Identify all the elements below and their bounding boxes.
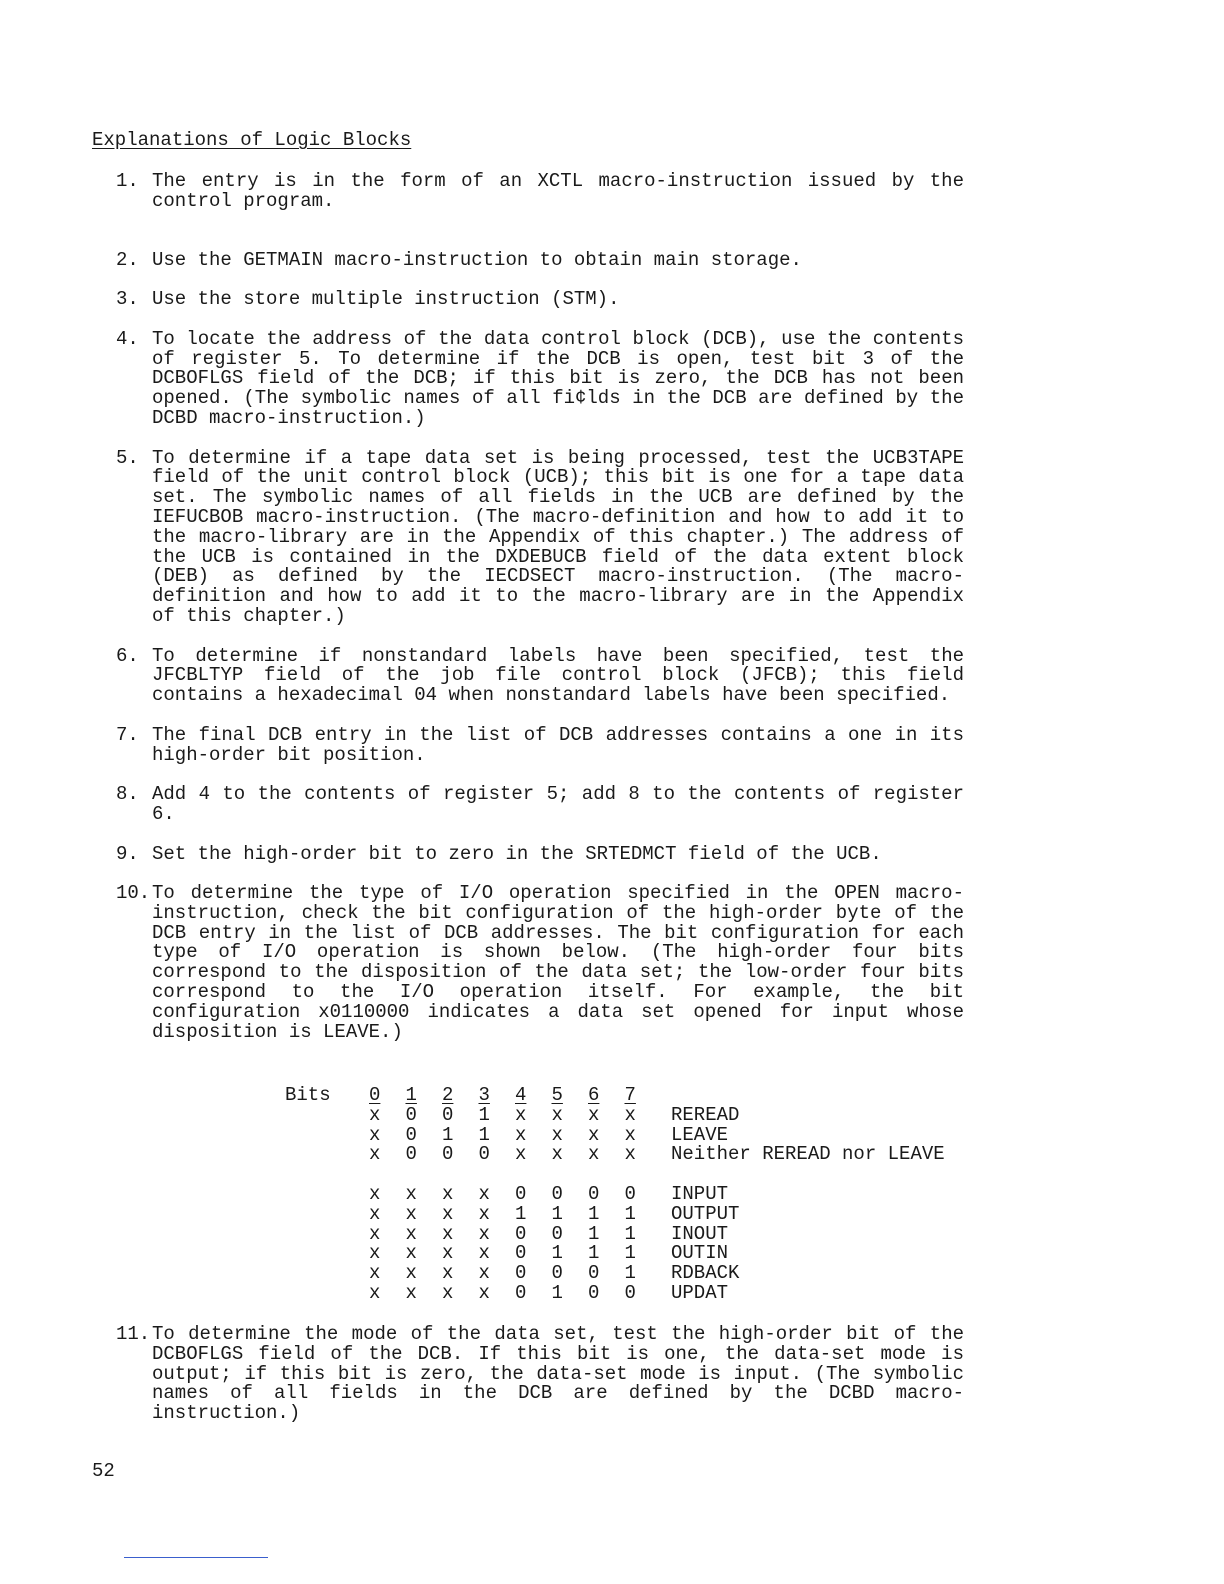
list-item bbox=[92, 842, 972, 865]
bit-column-number: 3 bbox=[478, 1084, 490, 1106]
bit-column-header bbox=[479, 1086, 516, 1106]
bit-value: x bbox=[478, 1262, 490, 1285]
bit-value: x bbox=[624, 1123, 636, 1146]
bit-value: x bbox=[478, 1281, 490, 1304]
table-row bbox=[285, 1264, 945, 1284]
row-description: Neither REREAD nor LEAVE bbox=[671, 1143, 945, 1166]
bit-value: 0 bbox=[515, 1182, 527, 1205]
bit-value: 0 bbox=[551, 1262, 563, 1285]
item-text: The entry is in the form of an XCTL macro-instruction issued by the control program. bbox=[152, 170, 964, 212]
row-description: LEAVE bbox=[671, 1123, 729, 1146]
bit-value: x bbox=[551, 1103, 563, 1126]
bit-value: 0 bbox=[588, 1262, 600, 1285]
bit-value: x bbox=[515, 1143, 527, 1166]
bit-value: x bbox=[515, 1103, 527, 1126]
bit-column-number: 5 bbox=[551, 1084, 563, 1106]
bit-value: 0 bbox=[515, 1281, 527, 1304]
bit-value: x bbox=[405, 1222, 417, 1245]
bit-value: x bbox=[369, 1103, 381, 1126]
bit-value: x bbox=[624, 1143, 636, 1166]
bit-column-header bbox=[515, 1086, 552, 1106]
bit-value: 0 bbox=[588, 1182, 600, 1205]
table-row bbox=[285, 1284, 945, 1304]
item-number: 2. bbox=[116, 248, 139, 271]
bit-value: 1 bbox=[624, 1202, 636, 1225]
bit-value: 1 bbox=[478, 1103, 490, 1126]
bits-label: Bits bbox=[285, 1084, 331, 1106]
bit-value: 1 bbox=[588, 1202, 600, 1225]
spacer-cell bbox=[285, 1165, 945, 1185]
row-label-blank bbox=[285, 1225, 369, 1245]
item-text: Use the store multiple instruction (STM). bbox=[152, 288, 620, 311]
item-text: Use the GETMAIN macro-instruction to obtain main storage. bbox=[152, 248, 802, 271]
bit-value: 0 bbox=[515, 1222, 527, 1245]
item-number: 7. bbox=[116, 723, 139, 746]
row-label-blank bbox=[285, 1284, 369, 1304]
list-item bbox=[92, 1325, 972, 1424]
bit-value: x bbox=[478, 1222, 490, 1245]
bit-value: 1 bbox=[588, 1242, 600, 1265]
item-text: To determine the mode of the data set, test the high-order bit of the DCBOFLGS field of the DCB. If this bit is one, the data-set mode is output; if this bit is zero, the data-set mode is input. (The symbolic names of all fields in the DCB are defined by the DCBD macro-instruction.) bbox=[152, 1323, 964, 1425]
bit-value: x bbox=[442, 1281, 454, 1304]
row-description: UPDAT bbox=[671, 1281, 729, 1304]
item-number: 10. bbox=[116, 882, 151, 905]
bit-column-number: 2 bbox=[442, 1084, 454, 1106]
bit-value: 1 bbox=[551, 1281, 563, 1304]
bit-value: x bbox=[405, 1281, 417, 1304]
table-row bbox=[285, 1205, 945, 1225]
bit-value: 0 bbox=[405, 1103, 417, 1126]
item-number: 9. bbox=[116, 842, 139, 865]
bit-column-header bbox=[588, 1086, 625, 1106]
bit-value: 1 bbox=[624, 1222, 636, 1245]
list-item bbox=[92, 290, 972, 310]
table-spacer bbox=[285, 1165, 945, 1185]
bit-value: x bbox=[442, 1182, 454, 1205]
list-item bbox=[92, 327, 972, 429]
bit-value: x bbox=[551, 1123, 563, 1146]
logic-block-list bbox=[92, 172, 972, 1042]
bit-column-number: 4 bbox=[515, 1084, 527, 1106]
item-number: 11. bbox=[116, 1323, 151, 1345]
bit-column-number: 1 bbox=[405, 1084, 417, 1106]
bit-value: 0 bbox=[551, 1182, 563, 1205]
bit-value: x bbox=[405, 1242, 417, 1265]
bit-value: 0 bbox=[624, 1182, 636, 1205]
bit-value: x bbox=[588, 1143, 600, 1166]
list-item bbox=[92, 884, 972, 1042]
bit-value: 1 bbox=[442, 1123, 454, 1146]
list-item bbox=[92, 785, 972, 825]
item-number: 8. bbox=[116, 783, 139, 806]
item-number: 5. bbox=[116, 446, 139, 469]
list-item bbox=[92, 446, 972, 627]
table-row bbox=[285, 1145, 945, 1165]
bit-value: x bbox=[442, 1242, 454, 1265]
bit-value: x bbox=[442, 1202, 454, 1225]
item-number: 4. bbox=[116, 327, 139, 350]
bit-value: 0 bbox=[515, 1242, 527, 1265]
row-description: OUTPUT bbox=[671, 1202, 740, 1225]
table-row bbox=[285, 1225, 945, 1245]
row-label-blank bbox=[285, 1185, 369, 1205]
bit-value: x bbox=[442, 1222, 454, 1245]
bit-value: 0 bbox=[478, 1143, 490, 1166]
bit-configuration-table bbox=[285, 1086, 945, 1304]
item-text: To determine if a tape data set is being processed, test the UCB3TAPE field of the unit control block (UCB); this bit is one for a tape data set. The symbolic names of all fields in the UCB are defined by the IEFUCBOB macro-instruction. (The macro-definition and how to add it to the macro-library are in the Appendix of this chapter.) The address of the UCB is contained in the DXDEBUCB field of the data extent block (DEB) as defined by the IECDSECT macro-instruction. (The macro-definition and how to add it to the macro-library are in the Appendix of this chapter.) bbox=[152, 446, 964, 627]
bit-value: x bbox=[405, 1182, 417, 1205]
row-label-blank bbox=[285, 1264, 369, 1284]
table-row bbox=[285, 1244, 945, 1264]
bits-header-row bbox=[285, 1086, 945, 1106]
bit-column-header bbox=[406, 1086, 443, 1106]
bit-value: x bbox=[369, 1123, 381, 1146]
bit-value: x bbox=[478, 1242, 490, 1265]
bit-column-number: 7 bbox=[624, 1084, 636, 1106]
bit-value: x bbox=[405, 1202, 417, 1225]
bit-column-header bbox=[369, 1086, 406, 1106]
bit-value: x bbox=[551, 1143, 563, 1166]
bit-value: x bbox=[369, 1182, 381, 1205]
bit-column-header bbox=[552, 1086, 589, 1106]
bit-value: x bbox=[369, 1242, 381, 1265]
item-number: 6. bbox=[116, 644, 139, 667]
bit-value: x bbox=[588, 1103, 600, 1126]
bit-value: 0 bbox=[405, 1123, 417, 1146]
list-item bbox=[92, 723, 972, 766]
item-text: Add 4 to the contents of register 5; add 8 to the contents of register 6. bbox=[152, 783, 964, 825]
bit-value: x bbox=[369, 1143, 381, 1166]
row-description: REREAD bbox=[671, 1103, 740, 1126]
bit-value: 1 bbox=[551, 1242, 563, 1265]
row-description: INPUT bbox=[671, 1182, 729, 1205]
table-row bbox=[285, 1185, 945, 1205]
bit-value: 1 bbox=[624, 1262, 636, 1285]
row-label-blank bbox=[285, 1106, 369, 1126]
bit-value: 1 bbox=[624, 1242, 636, 1265]
bit-column-number: 6 bbox=[588, 1084, 600, 1106]
row-label-blank bbox=[285, 1244, 369, 1264]
item-text: The final DCB entry in the list of DCB addresses contains a one in its high-order bit position. bbox=[152, 723, 964, 766]
table-row bbox=[285, 1106, 945, 1126]
bit-column-header bbox=[442, 1086, 479, 1106]
bit-value: x bbox=[405, 1262, 417, 1285]
bit-value: x bbox=[369, 1222, 381, 1245]
list-item bbox=[92, 172, 972, 212]
list-item bbox=[92, 248, 972, 271]
bit-value: x bbox=[588, 1123, 600, 1146]
bit-value: x bbox=[515, 1123, 527, 1146]
bit-value: 0 bbox=[442, 1143, 454, 1166]
bit-value: 0 bbox=[405, 1143, 417, 1166]
bit-value: 0 bbox=[588, 1281, 600, 1304]
bit-value: x bbox=[478, 1182, 490, 1205]
bit-value: x bbox=[442, 1262, 454, 1285]
row-label-blank bbox=[285, 1126, 369, 1146]
item-text: To determine if nonstandard labels have been specified, test the JFCBLTYP field of the job file control block (JFCB); this field contains a hexadecimal 04 when nonstandard labels have been specified. bbox=[152, 644, 964, 707]
page-number: 52 bbox=[92, 1460, 115, 1482]
bit-value: x bbox=[624, 1103, 636, 1126]
bit-value: 0 bbox=[515, 1262, 527, 1285]
row-description: RDBACK bbox=[671, 1262, 740, 1285]
desc-header-blank bbox=[661, 1086, 945, 1106]
list-item bbox=[92, 644, 972, 707]
row-description: INOUT bbox=[671, 1222, 729, 1245]
bit-value: 1 bbox=[515, 1202, 527, 1225]
bit-value: x bbox=[369, 1281, 381, 1304]
bit-value: 0 bbox=[442, 1103, 454, 1126]
bit-value: 0 bbox=[624, 1281, 636, 1304]
item-number: 1. bbox=[116, 170, 139, 192]
item-text: Set the high-order bit to zero in the SRTEDMCT field of the UCB. bbox=[152, 842, 882, 865]
bit-value: x bbox=[478, 1202, 490, 1225]
row-description: OUTIN bbox=[671, 1242, 729, 1265]
bit-value: 1 bbox=[588, 1222, 600, 1245]
row-label-blank bbox=[285, 1205, 369, 1225]
item-number: 3. bbox=[116, 288, 139, 311]
row-label-blank bbox=[285, 1145, 369, 1165]
bit-value: 1 bbox=[551, 1202, 563, 1225]
item-text: To locate the address of the data control block (DCB), use the contents of register 5. To determine if the DCB is open, test bit 3 of the DCBOFLGS field of the DCB; if this bit is zero, the DCB has not been opened. (The symbolic names of all fi¢lds in the DCB are defined by the DCBD macro-instruction.) bbox=[152, 327, 964, 429]
bit-value: 0 bbox=[551, 1222, 563, 1245]
bit-value: 1 bbox=[478, 1123, 490, 1146]
item-text: To determine the type of I/O operation specified in the OPEN macro-instruction, check the bit configuration of the high-order byte of the DCB entry in the list of DCB addresses. The bit configuration for each type of I/O operation is shown below. (The high-order four bits correspond to the disposition of the data set; the low-order four bits correspond to the I/O operation itself. For example, the bit configuration x0110000 indicates a data set opened for input whose disposition is LEAVE.) bbox=[152, 882, 964, 1043]
page-title: Explanations of Logic Blocks bbox=[92, 129, 412, 151]
bit-column-number: 0 bbox=[369, 1084, 381, 1106]
bit-value: x bbox=[369, 1202, 381, 1225]
footer-rule bbox=[124, 1557, 268, 1558]
bit-column-header bbox=[625, 1086, 662, 1106]
bit-value: x bbox=[369, 1262, 381, 1285]
